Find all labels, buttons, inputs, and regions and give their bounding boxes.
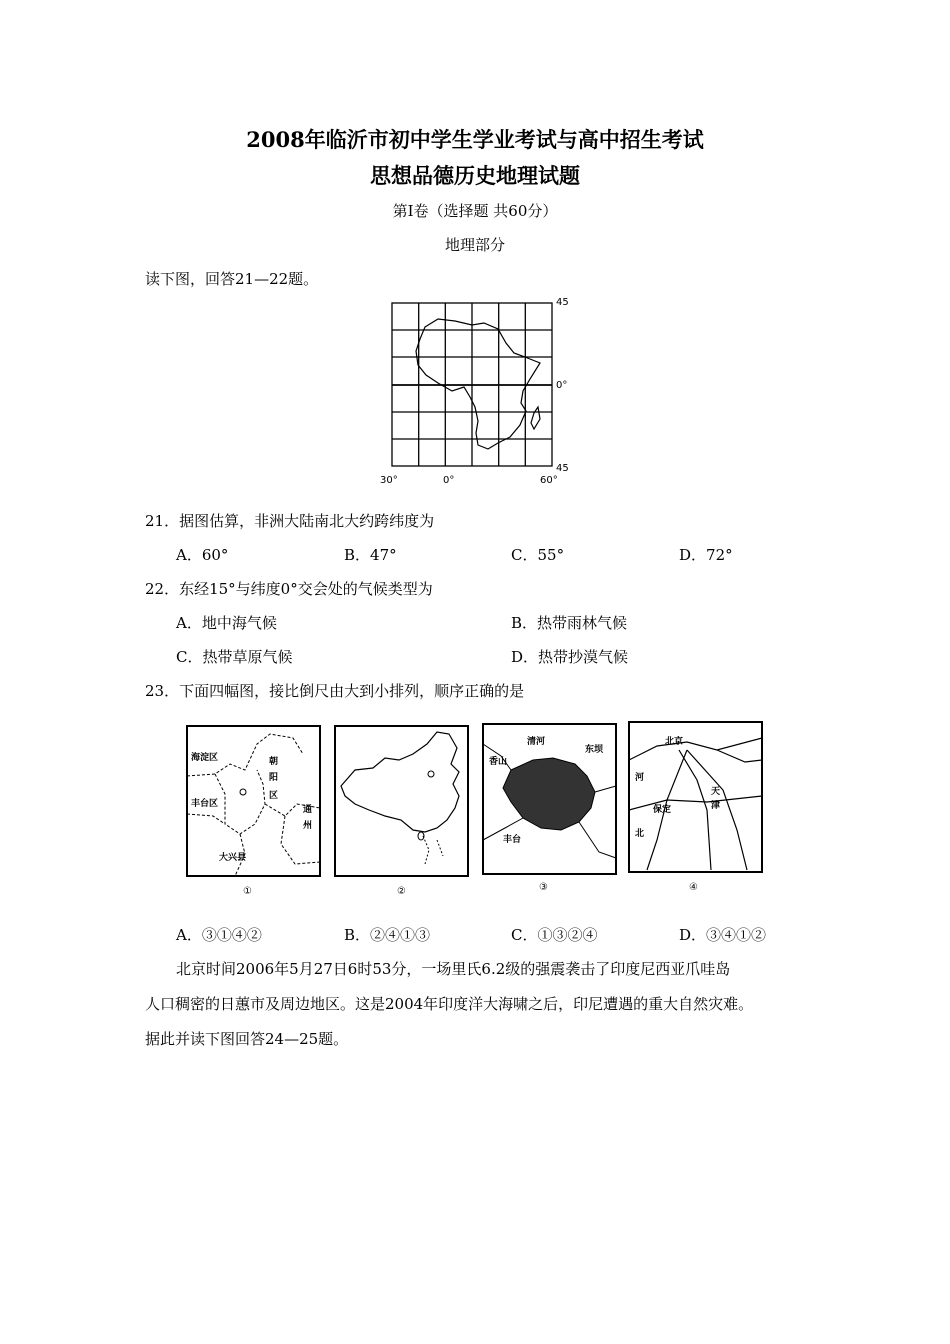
q23-option-a: A．③①④② (176, 926, 262, 944)
q21-option-b: B．47° (344, 546, 397, 564)
map4-label-he: 河 (635, 773, 645, 783)
q23-option-d: D．③④①② (679, 926, 767, 944)
map1-label-zhou: 州 (303, 821, 313, 831)
map-3-beijing-urban (481, 722, 621, 899)
map4-label-baoding: 保定 (653, 805, 672, 815)
map4-label-jin: 津 (711, 801, 721, 811)
q21-option-a: A．60° (176, 546, 229, 564)
map3-label-xiangshan: 香山 (489, 757, 508, 767)
q23-option-c: C．①③②④ (511, 926, 598, 944)
q23-option-b: B．②④①③ (344, 926, 431, 944)
map-4-jingjinji (627, 720, 767, 897)
lon-label-zero: 0° (443, 475, 455, 486)
page-subtitle: 思想品德历史地理试题 (370, 163, 580, 188)
africa-grid-map (380, 295, 580, 490)
map1-label-daxing: 大兴县 (219, 853, 247, 863)
map4-label-beijing: 北京 (665, 737, 684, 747)
map-1-beijing-districts (185, 724, 325, 899)
map3-label-dongba: 东坝 (585, 745, 604, 755)
q22-option-d: D．热带抄漠气候 (511, 648, 629, 666)
lon-label-right: 60° (540, 475, 558, 486)
q21-stem: 21．据图估算，非洲大陆南北大约跨纬度为 (145, 512, 435, 530)
lat-label-top: 45 (556, 297, 569, 308)
page-title: 2008年临沂市初中学生学业考试与高中招生考试 (246, 127, 704, 152)
map-2-china (333, 724, 473, 899)
map3-label-qinghe: 清河 (527, 737, 546, 747)
map-2-label: ② (397, 886, 406, 897)
map1-label-chao: 朝 (269, 757, 279, 767)
q23-stem: 23．下面四幅图，接比倒尺由大到小排列，顺序正确的是 (145, 682, 525, 700)
map3-label-fengtai: 丰台 (503, 835, 522, 845)
passage-line-2: 人口稠密的日蕙市及周边地区。这是2004年印度洋大海啸之后，印尼遭遇的重大自然灾难。 (145, 995, 754, 1013)
madagascar (531, 407, 540, 429)
q22-option-c: C．热带草原气候 (176, 648, 293, 666)
africa-outline (416, 319, 540, 449)
map-3-label: ③ (539, 882, 548, 893)
lon-label-left: 30° (380, 475, 398, 486)
map-1-label: ① (243, 886, 252, 897)
q22-option-b: B．热带雨林气候 (511, 614, 628, 632)
map1-label-qu: 区 (269, 791, 279, 801)
map-4-label: ④ (689, 882, 698, 893)
map1-label-tong: 通 (303, 805, 313, 815)
map1-label-haidian: 海淀区 (191, 753, 219, 763)
q21-option-d: D．72° (679, 546, 733, 564)
map-grid (392, 303, 552, 466)
map1-label-fengtai: 丰台区 (191, 799, 219, 809)
section-heading: 第Ⅰ卷（选择题 共60分） (392, 202, 558, 220)
q22-option-a: A．地中海气候 (176, 614, 277, 632)
map4-label-tian: 天 (711, 787, 721, 797)
passage-line-1: 北京时间2006年5月27日6时53分，一场里氏6.2级的强震袭击了印度尼西亚爪哇岛 (176, 960, 731, 978)
q22-stem: 22．东经15°与纬度0°交会处的气候类型为 (145, 580, 433, 598)
lat-label-equator: 0° (556, 380, 568, 391)
passage-line-3: 据此并读下图回答24—25题。 (145, 1030, 349, 1048)
map1-label-yang: 阳 (269, 773, 279, 783)
map4-label-bei: 北 (635, 829, 645, 839)
lat-label-bottom: 45 (556, 463, 569, 474)
intro-21-22: 读下图，回答21—22题。 (145, 270, 319, 288)
q21-option-c: C．55° (511, 546, 565, 564)
part-heading: 地理部分 (444, 236, 505, 254)
